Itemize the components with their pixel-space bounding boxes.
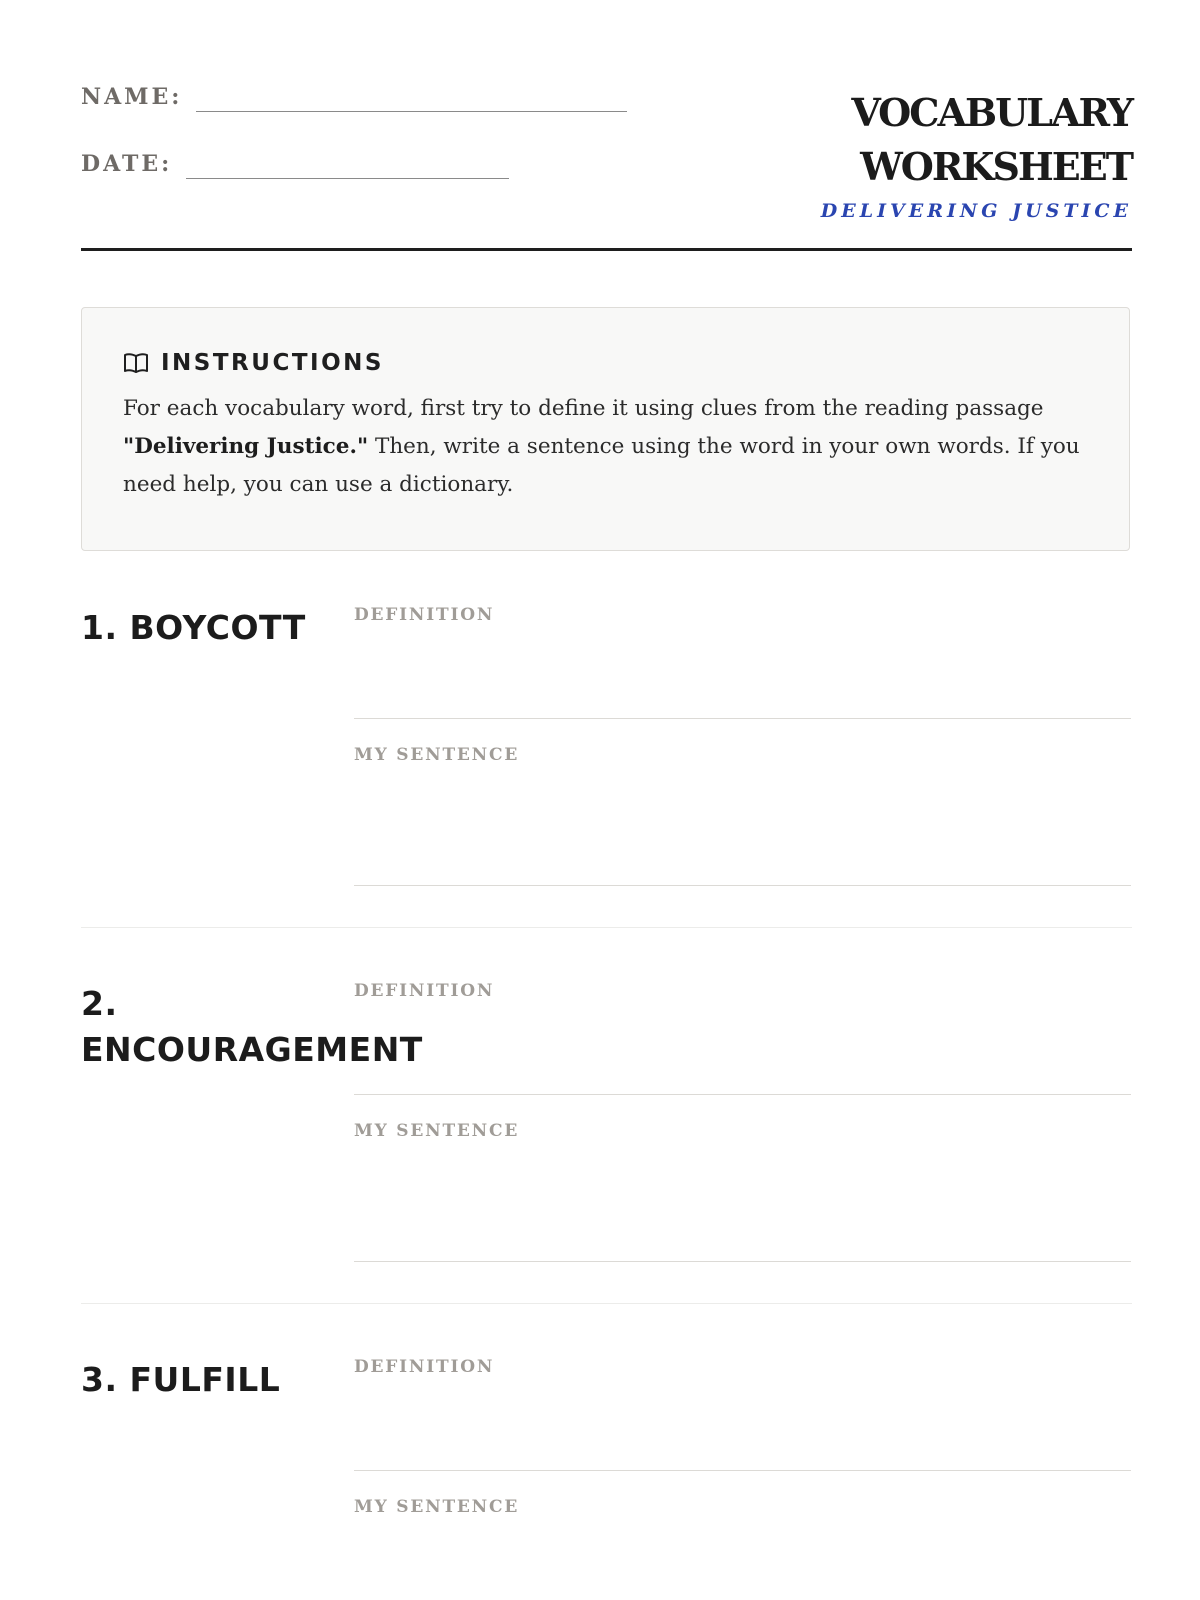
sentence-answer-line[interactable] xyxy=(354,1261,1131,1262)
sentence-label: MY SENTENCE xyxy=(354,745,520,765)
definition-field xyxy=(354,605,1131,625)
title-block xyxy=(821,86,1132,222)
date-blank-line[interactable] xyxy=(186,177,509,179)
sentence-field xyxy=(354,1121,1131,1141)
name-field xyxy=(81,86,627,108)
instructions-text-start: For each vocabulary word, first try to define it using clues from the reading passage xyxy=(123,396,1044,421)
name-blank-line[interactable] xyxy=(196,110,627,112)
definition-label: DEFINITION xyxy=(354,1357,495,1377)
item-divider xyxy=(81,1303,1132,1304)
vocab-number: 1. xyxy=(81,608,118,647)
sentence-field xyxy=(354,745,1131,765)
vocab-term: BOYCOTT xyxy=(129,608,306,647)
sentence-answer-line[interactable] xyxy=(354,885,1131,886)
sentence-label: MY SENTENCE xyxy=(354,1497,520,1517)
vocab-number: 2. xyxy=(81,984,118,1023)
item-divider xyxy=(81,927,1132,928)
definition-field xyxy=(354,981,1131,1001)
date-label: DATE: xyxy=(81,151,173,177)
instructions-box xyxy=(81,307,1130,551)
header-divider xyxy=(81,248,1132,251)
date-field xyxy=(81,153,509,175)
instructions-text xyxy=(123,390,1089,504)
open-book-icon xyxy=(123,352,149,374)
instructions-text-end: Then, write a sentence using the word in your own words. If you need help, you can use a dictionary. xyxy=(123,434,1080,497)
vocab-number: 3. xyxy=(81,1360,118,1399)
passage-title: "Delivering Justice." xyxy=(123,434,369,459)
worksheet-subtitle: DELIVERING JUSTICE xyxy=(820,200,1132,222)
name-label: NAME: xyxy=(81,84,183,110)
sentence-label: MY SENTENCE xyxy=(354,1121,520,1141)
definition-label: DEFINITION xyxy=(354,981,495,1001)
worksheet-title-line-1: VOCABULARY xyxy=(851,90,1132,135)
definition-label: DEFINITION xyxy=(354,605,495,625)
definition-answer-line[interactable] xyxy=(354,718,1131,719)
definition-answer-line[interactable] xyxy=(354,1094,1131,1095)
worksheet-header xyxy=(81,0,1132,252)
instructions-heading xyxy=(123,350,1089,376)
vocab-term: FULFILL xyxy=(129,1360,281,1399)
definition-field xyxy=(354,1357,1131,1377)
worksheet-title-line-2: WORKSHEET xyxy=(860,144,1132,189)
worksheet-page xyxy=(81,0,1132,1517)
sentence-field xyxy=(354,1497,1131,1517)
instructions-title: INSTRUCTIONS xyxy=(161,350,384,376)
vocab-term: ENCOURAGEMENT xyxy=(81,1030,423,1069)
definition-answer-line[interactable] xyxy=(354,1470,1131,1471)
